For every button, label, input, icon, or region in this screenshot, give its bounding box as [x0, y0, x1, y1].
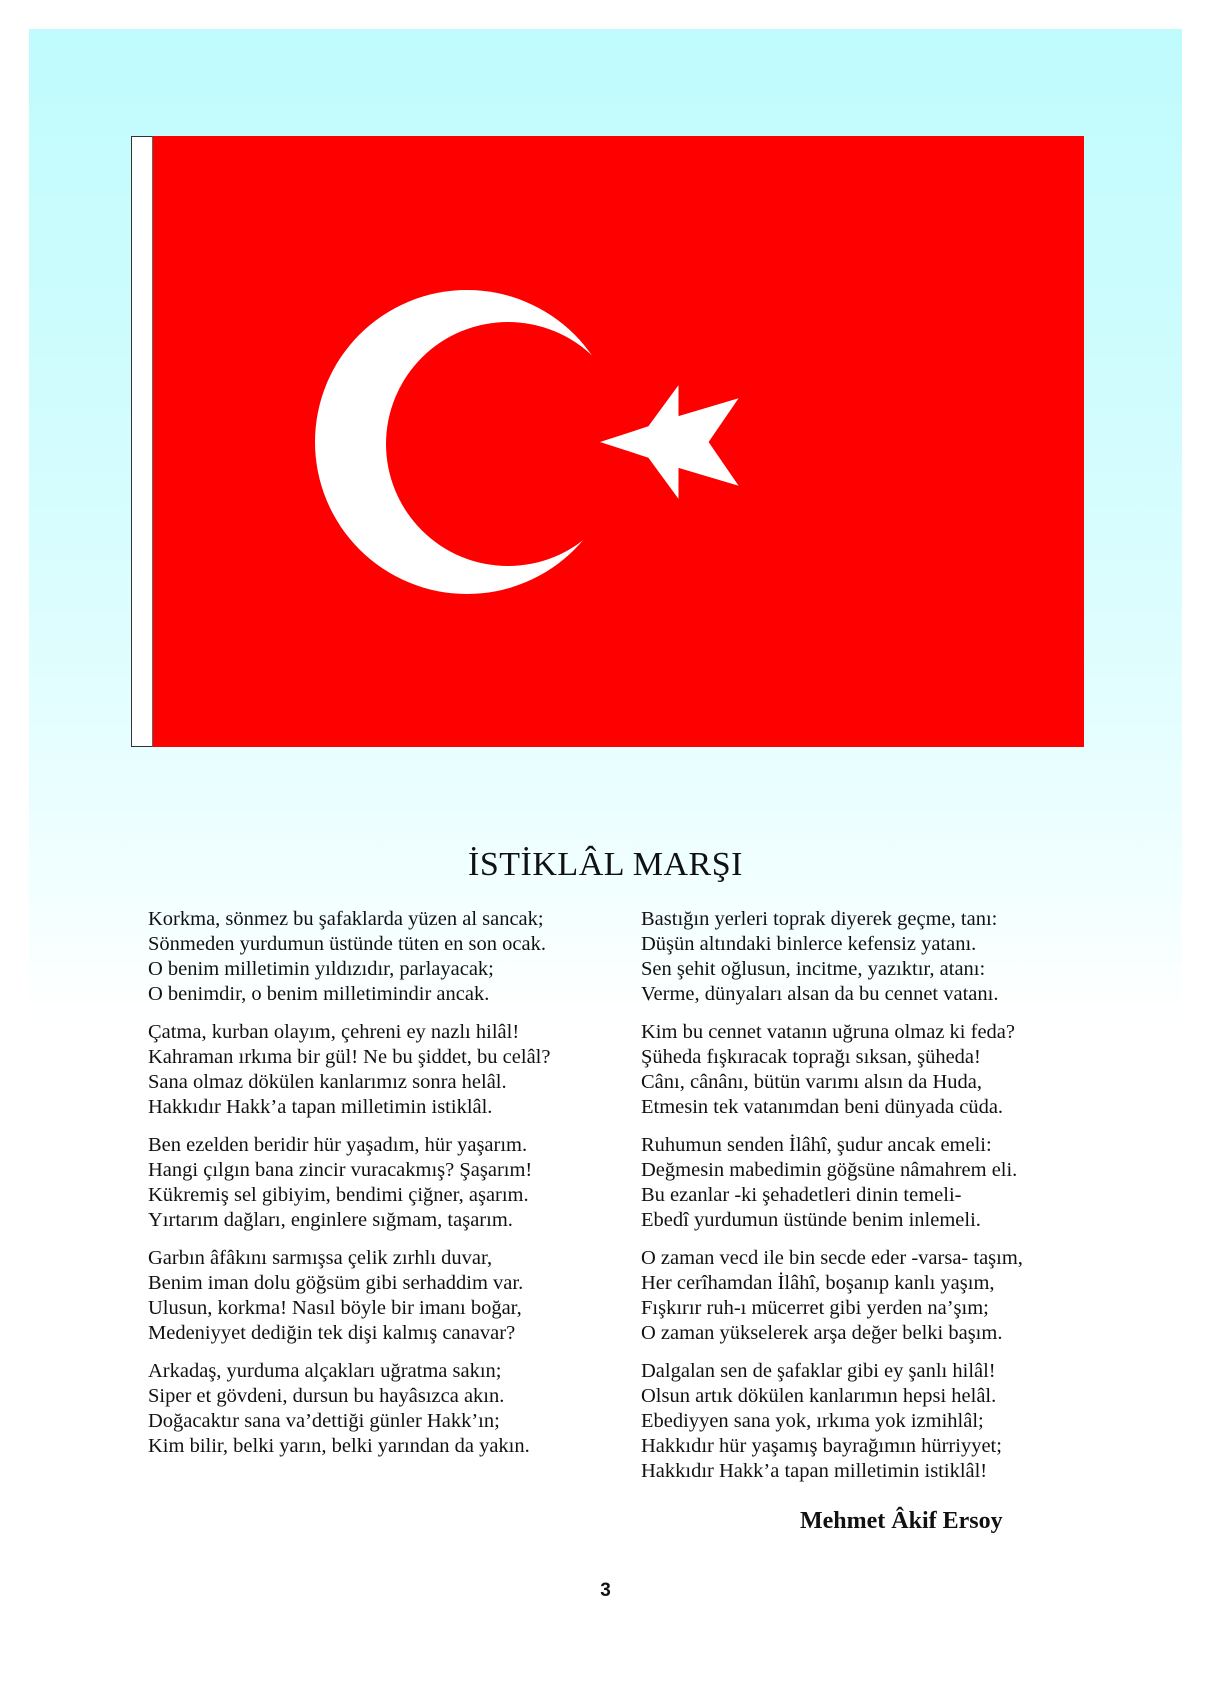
- poem-line: Ebedî yurdumun üstünde benim inlemeli.: [641, 1209, 981, 1231]
- poem-line: Değmesin mabedimin göğsüne nâmahrem eli.: [641, 1159, 1018, 1181]
- stanza: [148, 907, 618, 1007]
- poem-line: Dalgalan sen de şafaklar gibi ey şanlı hilâl!: [641, 1360, 996, 1382]
- turkish-flag: [131, 136, 1084, 747]
- poem-line: Çatma, kurban olayım, çehreni ey nazlı hilâl!: [148, 1021, 520, 1043]
- poem-line: Kim bilir, belki yarın, belki yarından da yakın.: [148, 1435, 530, 1457]
- poem-line: Benim iman dolu göğsüm gibi serhaddim var.: [148, 1272, 524, 1294]
- poem-line: Sen şehit oğlusun, incitme, yazıktır, atanı:: [641, 958, 986, 980]
- poem-line: Olsun artık dökülen kanlarımın hepsi helâl.: [641, 1385, 997, 1407]
- poem-line: Bu ezanlar -ki şehadetleri dinin temeli-: [641, 1184, 962, 1206]
- poem-line: Şüheda fışkıracak toprağı sıksan, şüheda!: [641, 1046, 981, 1068]
- poem-line: Yırtarım dağları, enginlere sığmam, taşarım.: [148, 1209, 513, 1231]
- stanza: [641, 1359, 1111, 1484]
- poem-line: Her cerîhamdan İlâhî, boşanıp kanlı yaşım,: [641, 1272, 995, 1294]
- stanza: [148, 1359, 618, 1459]
- poem-line: Hakkıdır Hakk’a tapan milletimin istiklâl!: [641, 1460, 988, 1482]
- stanza: [641, 907, 1111, 1007]
- stanza: [148, 1020, 618, 1120]
- poem-line: Kim bu cennet vatanın uğruna olmaz ki feda?: [641, 1021, 1015, 1043]
- poem-left-column: [148, 907, 618, 1472]
- stanza: [641, 1246, 1111, 1346]
- poem-line: Hakkıdır hür yaşamış bayrağımın hürriyyet;: [641, 1435, 1002, 1457]
- stanza: [148, 1133, 618, 1233]
- poem-line: Doğacaktır sana va’dettiği günler Hakk’ın;: [148, 1410, 500, 1432]
- stanza: [641, 1133, 1111, 1233]
- poem-line: Ruhumun senden İlâhî, şudur ancak emeli:: [641, 1134, 992, 1156]
- poem-line: Medeniyyet dediğin tek dişi kalmış canavar?: [148, 1322, 516, 1344]
- poem-line: O benimdir, o benim milletimindir ancak.: [148, 983, 490, 1005]
- poem-line: Fışkırır ruh-ı mücerret gibi yerden na’şım;: [641, 1297, 989, 1319]
- poem-line: Sana olmaz dökülen kanlarımız sonra helâl.: [148, 1071, 507, 1093]
- poem-line: Arkadaş, yurduma alçakları uğratma sakın;: [148, 1360, 502, 1382]
- poem-line: Düşün altındaki binlerce kefensiz yatanı.: [641, 933, 977, 955]
- poem-line: O zaman vecd ile bin secde eder -varsa- taşım,: [641, 1247, 1023, 1269]
- poem-line: Hakkıdır Hakk’a tapan milletimin istiklâl.: [148, 1096, 493, 1118]
- poem-line: Etmesin tek vatanımdan beni dünyada cüda.: [641, 1096, 1004, 1118]
- poem-line: Siper et gövdeni, dursun bu hayâsızca akın.: [148, 1385, 505, 1407]
- flag-hoist-strip: [131, 136, 153, 747]
- poem-line: Ben ezelden beridir hür yaşadım, hür yaşarım.: [148, 1134, 528, 1156]
- poem-right-column: [641, 907, 1111, 1497]
- stanza: [641, 1020, 1111, 1120]
- poem-line: Cânı, cânânı, bütün varımı alsın da Huda,: [641, 1071, 983, 1093]
- poem-line: Garbın âfâkını sarmışsa çelik zırhlı duvar,: [148, 1247, 493, 1269]
- poem-line: Sönmeden yurdumun üstünde tüten en son ocak.: [148, 933, 546, 955]
- poem-line: Ulusun, korkma! Nasıl böyle bir imanı boğar,: [148, 1297, 522, 1319]
- page-number: 3: [600, 1580, 611, 1601]
- stanza: [148, 1246, 618, 1346]
- poem-line: Korkma, sönmez bu şafaklarda yüzen al sancak;: [148, 908, 544, 930]
- page-title: İSTİKLÂL MARŞI: [468, 846, 743, 883]
- poem-line: Bastığın yerleri toprak diyerek geçme, tanı:: [641, 908, 998, 930]
- author-signature: Mehmet Âkif Ersoy: [800, 1508, 1003, 1534]
- poem-line: Ebediyyen sana yok, ırkıma yok izmihlâl;: [641, 1410, 984, 1432]
- flag-field: [153, 136, 1084, 747]
- poem-line: Verme, dünyaları alsan da bu cennet vatanı.: [641, 983, 999, 1005]
- poem-line: Hangi çılgın bana zincir vuracakmış? Şaşarım!: [148, 1159, 533, 1181]
- poem-line: O zaman yükselerek arşa değer belki başım.: [641, 1322, 1003, 1344]
- poem-line: Kahraman ırkıma bir gül! Ne bu şiddet, bu celâl?: [148, 1046, 551, 1068]
- poem-line: O benim milletimin yıldızıdır, parlayacak;: [148, 958, 494, 980]
- poem-line: Kükremiş sel gibiyim, bendimi çiğner, aşarım.: [148, 1184, 529, 1206]
